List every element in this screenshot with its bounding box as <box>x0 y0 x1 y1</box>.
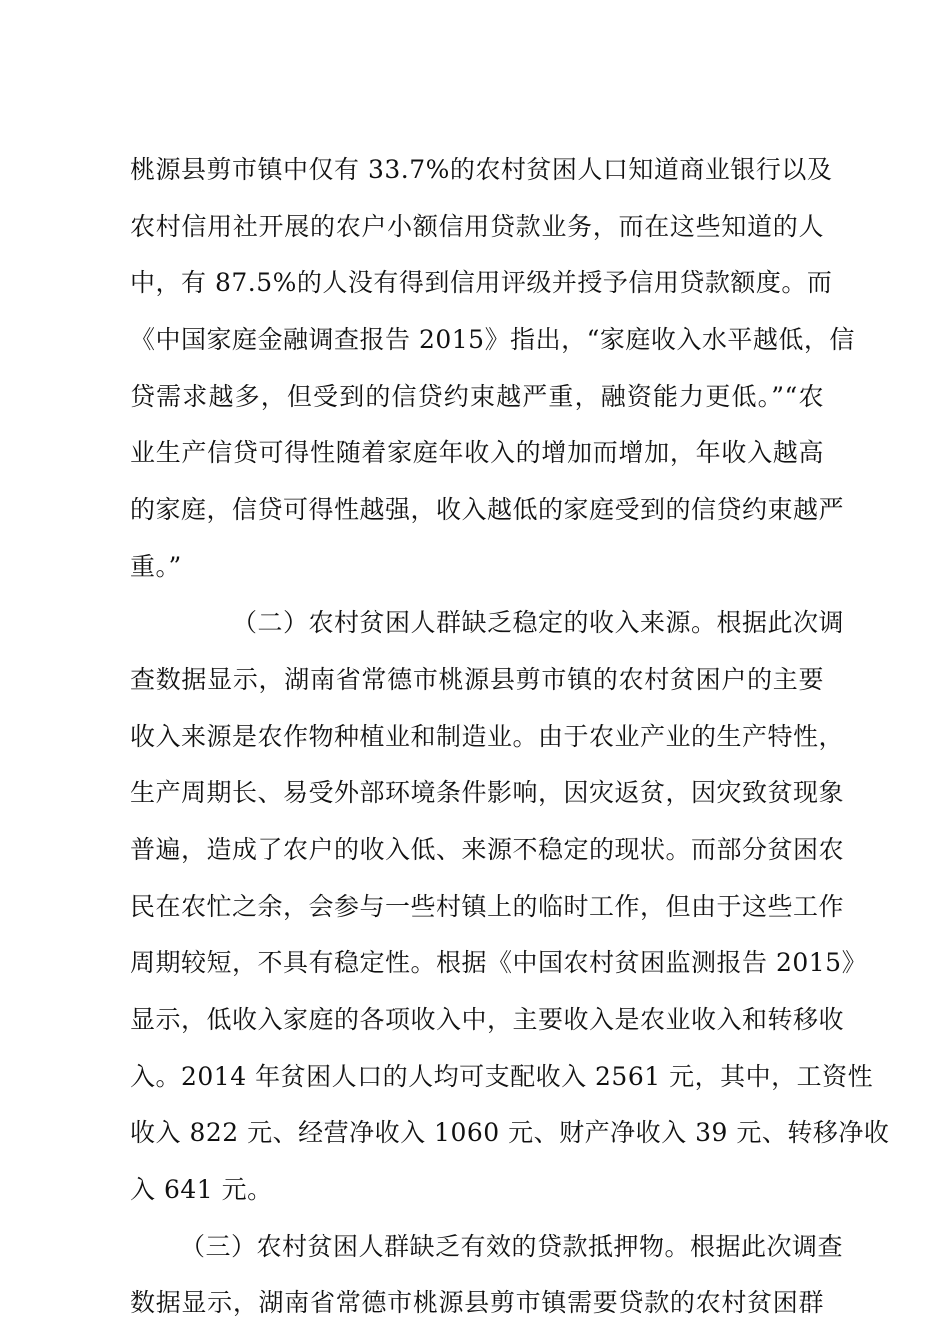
text-line: 普遍，造成了农户的收入低、来源不稳定的现状。而部分贫困农 <box>130 835 845 864</box>
section-heading-line: （三）农村贫困人群缺乏有效的贷款抵押物。根据此次调查 <box>180 1232 844 1261</box>
text-line: 显示，低收入家庭的各项收入中，主要收入是农业收入和转移收 <box>130 1005 845 1034</box>
text-line: 入 641 元。 <box>130 1175 273 1204</box>
section-heading-line: （二）农村贫困人群缺乏稳定的收入来源。根据此次调 <box>232 608 845 637</box>
text-line: 数据显示，湖南省常德市桃源县剪市镇需要贷款的农村贫困群 <box>130 1288 824 1317</box>
text-line: 贷需求越多，但受到的信贷约束越严重，融资能力更低。”“农 <box>130 382 824 411</box>
text-line: 入。2014 年贫困人口的人均可支配收入 2561 元，其中，工资性 <box>130 1062 874 1091</box>
text-line: 桃源县剪市镇中仅有 33.7%的农村贫困人口知道商业银行以及 <box>130 155 833 184</box>
text-line: 生产周期长、易受外部环境条件影响，因灾返贫，因灾致贫现象 <box>130 778 845 807</box>
text-line: 民在农忙之余，会参与一些村镇上的临时工作，但由于这些工作 <box>130 892 845 921</box>
text-line: 收入来源是农作物种植业和制造业。由于农业产业的生产特性， <box>130 722 845 751</box>
text-line: 农村信用社开展的农户小额信用贷款业务，而在这些知道的人 <box>130 212 824 241</box>
text-line: 查数据显示，湖南省常德市桃源县剪市镇的农村贫困户的主要 <box>130 665 824 694</box>
text-line: 重。” <box>130 552 182 581</box>
text-line: 中，有 87.5%的人没有得到信用评级并授予信用贷款额度。而 <box>130 268 833 297</box>
text-line: 业生产信贷可得性随着家庭年收入的增加而增加，年收入越高 <box>130 438 824 467</box>
text-line: 收入 822 元、经营净收入 1060 元、财产净收入 39 元、转移净收 <box>130 1118 890 1147</box>
text-line: 周期较短，不具有稳定性。根据《中国农村贫困监测报告 2015》 <box>130 948 868 977</box>
text-line: 《中国家庭金融调查报告 2015》指出，“家庭收入水平越低，信 <box>130 325 855 354</box>
text-line: 的家庭，信贷可得性越强，收入越低的家庭受到的信贷约束越严 <box>130 495 845 524</box>
